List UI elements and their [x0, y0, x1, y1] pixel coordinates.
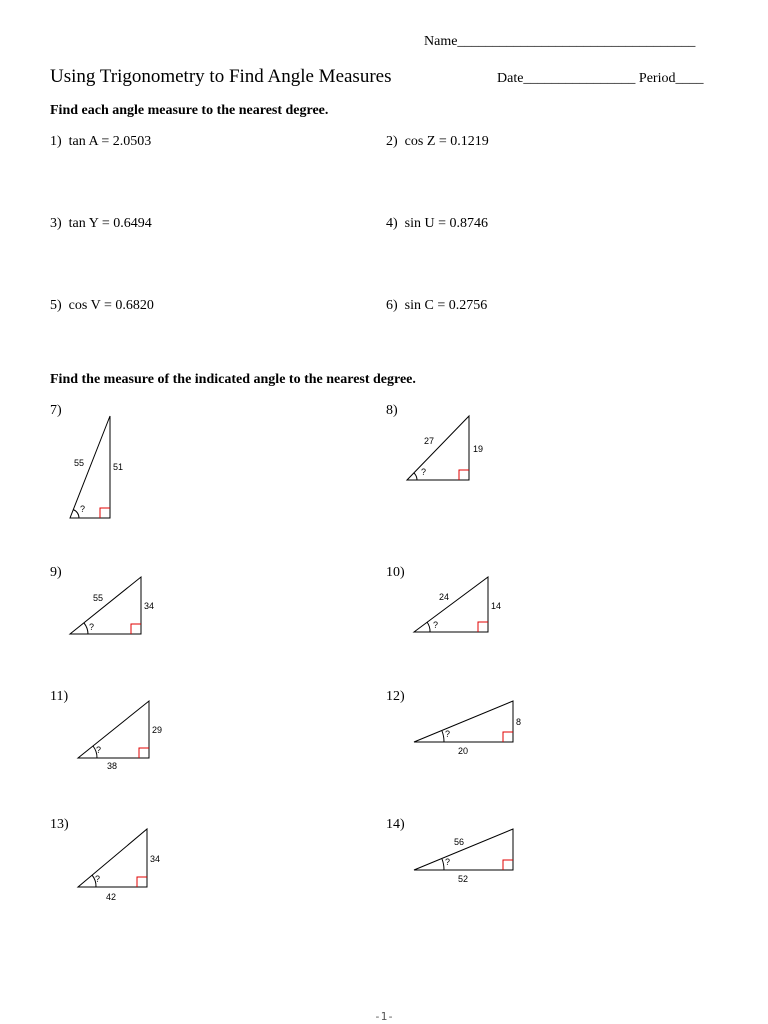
right-angle-marker: [139, 748, 149, 758]
angle-label: ?: [421, 467, 427, 477]
problem-equation: tan Y = 0.6494: [68, 216, 152, 231]
problem-equation: cos Z = 0.1219: [404, 134, 489, 149]
angle-arc: [93, 746, 97, 758]
hypotenuse-label: 55: [93, 593, 104, 603]
problem-equation: cos V = 0.6820: [68, 298, 154, 313]
angle-label: ?: [89, 622, 95, 632]
problem-equation: sin C = 0.2756: [404, 298, 488, 313]
base-label: 38: [107, 761, 118, 771]
right-angle-marker: [137, 877, 147, 887]
triangle-outline: [414, 829, 513, 870]
base-label: 42: [106, 892, 117, 902]
triangle-outline: [407, 416, 469, 480]
problem-number: 4): [386, 216, 398, 231]
hypotenuse-label: 55: [74, 458, 85, 468]
problem-number: 2): [386, 134, 398, 149]
angle-label: ?: [80, 504, 86, 514]
angle-arc: [73, 510, 79, 518]
problem-number-7: 7): [50, 403, 62, 418]
date-period-field: Date________________ Period____: [497, 71, 704, 86]
angle-arc: [414, 473, 417, 480]
right-angle-marker: [131, 624, 141, 634]
right-angle-marker: [100, 508, 110, 518]
section1-instructions: Find each angle measure to the nearest degree.: [50, 103, 329, 118]
triangle-outline: [414, 577, 488, 632]
problem-6: [386, 298, 487, 314]
vertical-leg-label: 19: [473, 444, 484, 454]
right-angle-marker: [503, 732, 513, 742]
vertical-leg-label: 8: [516, 717, 522, 727]
vertical-leg-label: 51: [113, 462, 124, 472]
vertical-leg-label: 34: [144, 601, 155, 611]
problem-number: 3): [50, 216, 62, 231]
problem-equation: sin U = 0.8746: [404, 216, 489, 231]
section2-instructions: Find the measure of the indicated angle to the nearest degree.: [50, 372, 416, 387]
triangle-outline: [70, 577, 141, 634]
right-angle-marker: [503, 860, 513, 870]
problem-2: [386, 134, 489, 150]
base-label: 52: [458, 874, 469, 884]
problem-number-13: 13): [50, 817, 69, 832]
problem-number: 5): [50, 298, 62, 313]
angle-label: ?: [433, 620, 439, 630]
triangle-outline: [70, 416, 110, 518]
vertical-leg-label: 14: [491, 601, 502, 611]
triangle-outline: [414, 701, 513, 742]
problem-4: [386, 216, 488, 232]
problem-number-12: 12): [386, 689, 405, 704]
base-label: 20: [458, 746, 469, 756]
name-field: Name__________________________________: [424, 34, 696, 49]
problem-number-8: 8): [386, 403, 398, 418]
problem-number-10: 10): [386, 565, 405, 580]
angle-label: ?: [445, 729, 451, 739]
angle-arc: [442, 731, 444, 742]
problem-5: [50, 298, 154, 314]
vertical-leg-label: 29: [152, 725, 163, 735]
angle-arc: [92, 875, 96, 887]
problem-equation: tan A = 2.0503: [68, 134, 152, 149]
angle-label: ?: [96, 745, 102, 755]
vertical-leg-label: 34: [150, 854, 161, 864]
problem-number-11: 11): [50, 689, 69, 704]
worksheet-title: Using Trigonometry to Find Angle Measures: [50, 66, 392, 87]
hypotenuse-label: 56: [454, 837, 465, 847]
page-number: -1-: [374, 1010, 394, 1023]
angle-arc: [442, 859, 444, 870]
problem-number-9: 9): [50, 565, 62, 580]
angle-label: ?: [95, 874, 101, 884]
right-angle-marker: [459, 470, 469, 480]
hypotenuse-label: 24: [439, 592, 450, 602]
right-angle-marker: [478, 622, 488, 632]
triangle-outline: [78, 829, 147, 887]
angle-arc: [427, 622, 430, 632]
triangle-outline: [78, 701, 149, 758]
problem-1: [50, 134, 151, 150]
angle-label: ?: [445, 857, 451, 867]
problem-number: 1): [50, 134, 62, 149]
hypotenuse-label: 27: [424, 436, 435, 446]
problem-number: 6): [386, 298, 398, 313]
angle-arc: [84, 623, 88, 634]
problem-number-14: 14): [386, 817, 405, 832]
problem-3: [50, 216, 152, 232]
